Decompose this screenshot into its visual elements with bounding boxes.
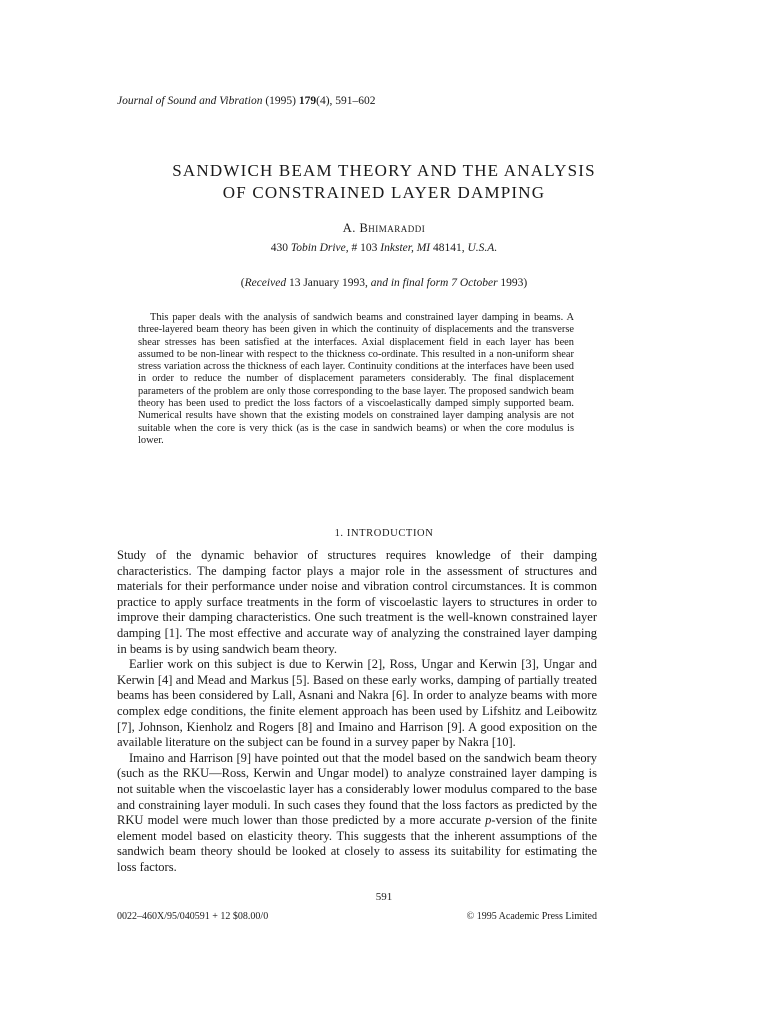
section-heading-introduction: 1. INTRODUCTION — [334, 528, 434, 539]
author-initial: A. — [342, 221, 356, 235]
author-surname: Bhimaraddi — [359, 221, 426, 235]
address-street: Tobin Drive, — [290, 242, 349, 254]
address-number: 430 — [270, 242, 289, 254]
paper-title — [110, 160, 658, 204]
final-form-year: 1993) — [500, 277, 528, 289]
paragraph-3-part-a: Imaino and Harrison [9] have pointed out that the model based on the sandwich beam theory (such as the RKU—Ross, Kerwin and Ungar model) to analyze constrained layer damping is not suitable when the viscoelastic layer has a considerably lower modulus compared to the base and constraining layer moduli. In such cases they found that the loss factors as predicted by the RKU model were much lower than those predicted by a more accurate — [117, 750, 597, 828]
journal-citation — [117, 95, 376, 107]
journal-year: (1995) — [265, 95, 296, 107]
address-city: Inkster, MI — [380, 242, 431, 254]
footer-copyright: © 1995 Academic Press Limited — [466, 911, 597, 922]
paper-title-line-1: SANDWICH BEAM THEORY AND THE ANALYSIS — [172, 161, 596, 180]
page-number: 591 — [375, 891, 393, 903]
received-dates — [110, 277, 658, 289]
paragraph-2: Earlier work on this subject is due to Kerwin [2], Ross, Ungar and Kerwin [3], Ungar and Kerwin [4] and Mead and Markus [5]. Based on these early works, damping of partially treated beams has been considered by Lall, Asnani and Nakra [6]. In order to analyze beams with more complex edge conditions, the finite element approach has been used by Lifshitz and Leibowitz [7], Johnson, Kienholz and Rogers [8] and Imaino and Harrison [9]. A good exposition on the available literature on the subject can be found in a survey paper by Nakra [10]. — [117, 657, 597, 750]
final-form-month: 7 October — [451, 277, 498, 289]
paragraph-3 — [117, 751, 597, 876]
journal-name: Journal of Sound and Vibration — [117, 95, 263, 107]
paragraph-1: Study of the dynamic behavior of structures requires knowledge of their damping characteristics. The damping factor plays a major role in the assessment of structures and materials for their performance under noise and vibration control circumstances. It is common practice to apply surface treatments in the form of viscoelastic layers to structures in order to improve their damping characteristics. One such treatment is the well-known constrained layer damping [1]. The most effective and accurate way of analyzing the constrained layer damping in beams is by using sandwich beam theory. — [117, 548, 597, 656]
received-label: Received — [244, 277, 287, 289]
paragraph-3-italic-p: p — [485, 813, 492, 828]
address-unit: # 103 — [351, 242, 378, 254]
paper-title-line-2: OF CONSTRAINED LAYER DAMPING — [222, 183, 546, 202]
received-open-paren: ( — [240, 277, 245, 289]
abstract: This paper deals with the analysis of sandwich beams and constrained layer damping in beams. A three-layered beam theory has been given in which the continuity of displacements and the transverse shear stresses has been satisfied at the interfaces. Axial displacement field in each layer has been assumed to be non-linear with respect to the thickness co-ordinate. This resulted in a non-uniform shear stress variation across the thickness of each layer. Continuity conditions at the interfaces have been used in order to reduce the number of displacement parameters considerably. The final displacement parameters of the problem are only those corresponding to the base layer. The proposed sandwich beam theory has been used to predict the loss factors of a viscoelastically damped simply supported beam. Numerical results have shown that the existing models on constrained layer damping analysis are not suitable when the core is very thick (as is the case in sandwich beams) or when the core modulus is lower. — [138, 312, 574, 446]
address-country: U.S.A. — [467, 242, 498, 254]
author-address — [110, 242, 658, 254]
paragraph-3-part-b: -version of the finite element model based on elasticity theory. This suggests that the inherent assumptions of the sandwich beam theory should be looked at closely to assess its suitability for estimating the loss factors. — [117, 813, 598, 874]
journal-issue-pages: (4), 591–602 — [316, 95, 376, 107]
journal-volume: 179 — [298, 95, 317, 107]
author-name — [110, 221, 658, 236]
final-form-label: and in final form — [370, 277, 449, 289]
address-zip: 48141, — [432, 242, 465, 254]
received-date: 13 January 1993, — [288, 277, 368, 289]
footer-code: 0022–460X/95/040591 + 12 $08.00/0 — [117, 911, 269, 922]
body-text — [117, 548, 597, 875]
